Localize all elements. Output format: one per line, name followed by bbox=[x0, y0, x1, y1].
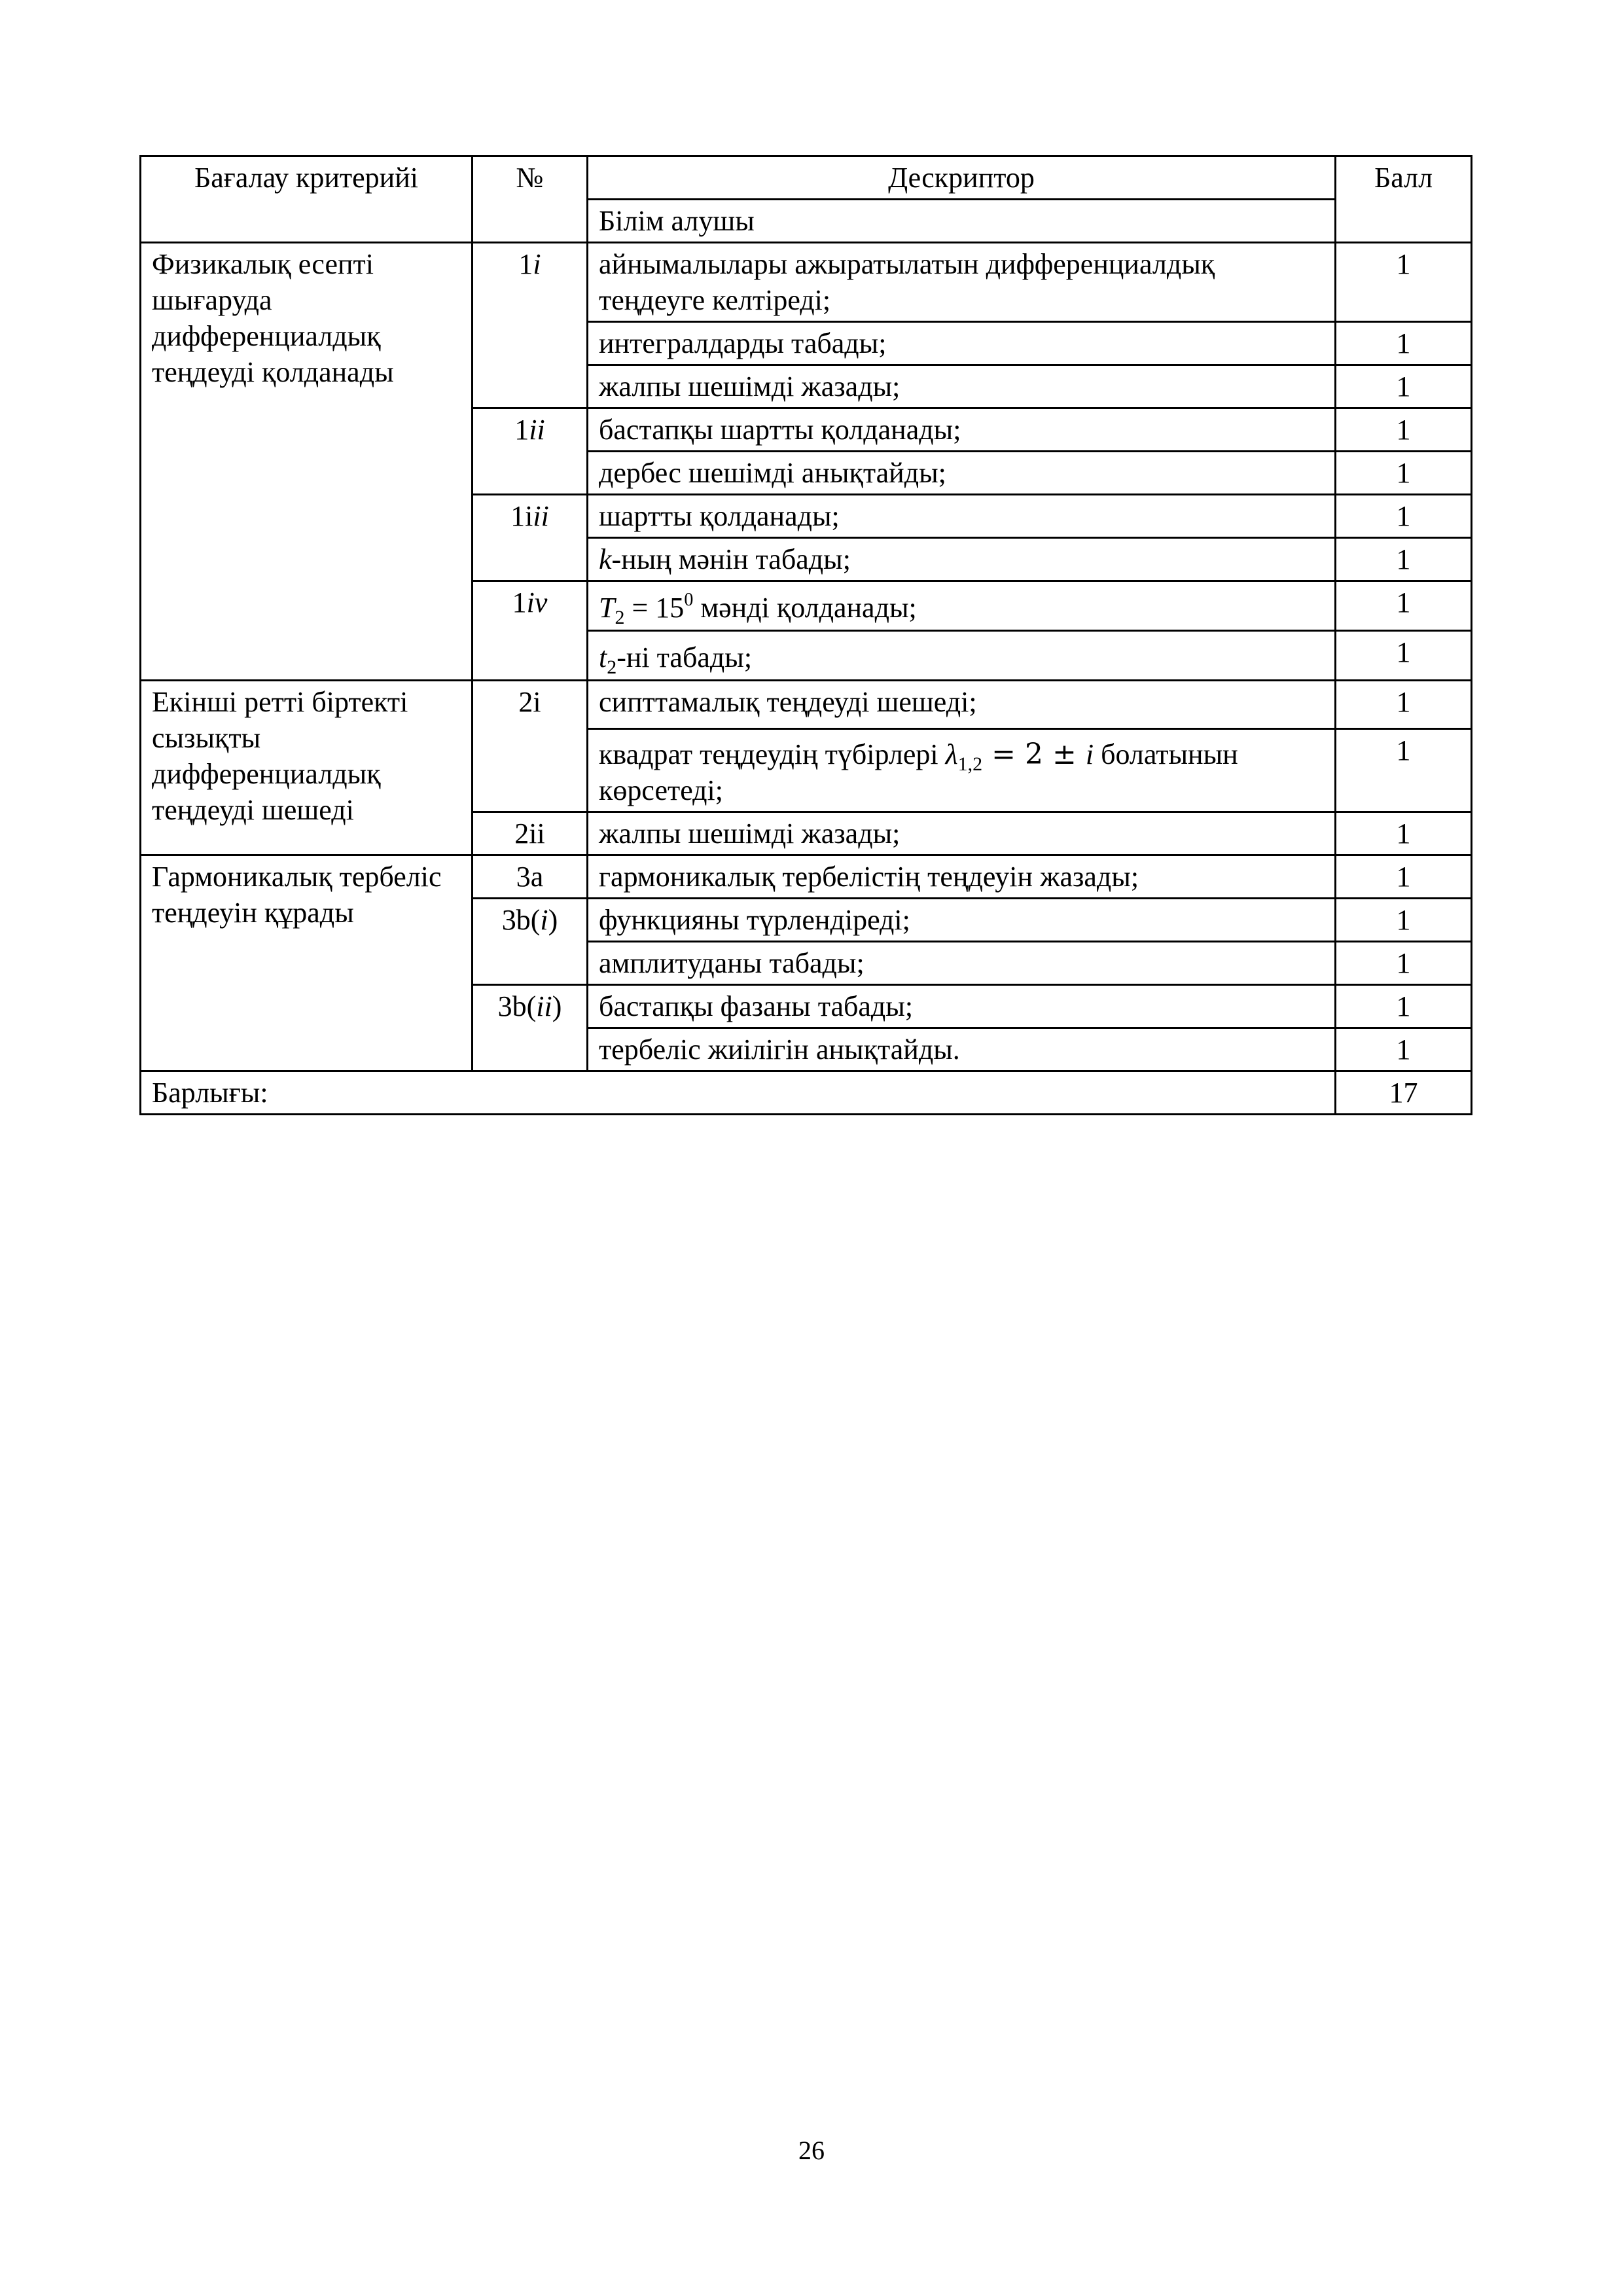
number-3bi-prefix: 3b( bbox=[501, 904, 541, 936]
descriptor-15: амплитуданы табады; bbox=[588, 942, 1336, 985]
descriptor-8-subscript: 2 bbox=[615, 607, 625, 628]
total-row bbox=[141, 1071, 1472, 1115]
number-3bii-prefix: 3b( bbox=[497, 990, 537, 1022]
descriptor-9 bbox=[588, 631, 1336, 681]
number-1ii-roman: ii bbox=[529, 414, 545, 446]
descriptor-11-imaginary-unit: i bbox=[1085, 738, 1094, 770]
total-label: Барлығы: bbox=[141, 1071, 1336, 1115]
descriptor-11-subscript: 1,2 bbox=[957, 753, 983, 775]
number-2i: 2i bbox=[473, 681, 588, 812]
table-row bbox=[141, 681, 1472, 729]
number-3bi-roman: i bbox=[540, 904, 548, 936]
score-2: 1 bbox=[1336, 322, 1472, 365]
descriptor-8 bbox=[588, 581, 1336, 631]
descriptor-3: жалпы шешімді жазады; bbox=[588, 365, 1336, 408]
criterion-2: Екінші ретті біртекті сызықты дифференциалдық теңдеуді шешеді bbox=[141, 681, 473, 855]
number-1ii bbox=[473, 408, 588, 495]
total-value: 17 bbox=[1336, 1071, 1472, 1115]
score-6: 1 bbox=[1336, 495, 1472, 538]
number-3bii-suffix: ) bbox=[552, 990, 562, 1022]
score-3: 1 bbox=[1336, 365, 1472, 408]
descriptor-11-lambda: λ bbox=[945, 738, 958, 770]
score-13: 1 bbox=[1336, 855, 1472, 899]
number-1iii bbox=[473, 495, 588, 581]
score-5: 1 bbox=[1336, 452, 1472, 495]
score-15: 1 bbox=[1336, 942, 1472, 985]
descriptor-7-text: -ның мәнін табады; bbox=[611, 543, 851, 575]
descriptor-7 bbox=[588, 538, 1336, 581]
number-3bii bbox=[473, 985, 588, 1071]
score-11: 1 bbox=[1336, 729, 1472, 812]
descriptor-11-equation: = 2 ± bbox=[982, 738, 1086, 771]
score-16: 1 bbox=[1336, 985, 1472, 1028]
number-1iv bbox=[473, 581, 588, 681]
descriptor-11-text-end: болатынын көрсетеді; bbox=[599, 738, 1238, 806]
descriptor-14: функцияны түрлендіреді; bbox=[588, 899, 1336, 942]
number-1i bbox=[473, 243, 588, 408]
descriptor-2: интегралдарды табады; bbox=[588, 322, 1336, 365]
descriptor-4: бастапқы шартты қолданады; bbox=[588, 408, 1336, 452]
descriptor-12: жалпы шешімді жазады; bbox=[588, 812, 1336, 855]
number-1i-digit: 1 bbox=[518, 248, 533, 280]
number-3bii-roman: ii bbox=[536, 990, 552, 1022]
descriptor-1: айнымалылары ажыратылатын дифференциалдық теңдеуге келтіреді; bbox=[588, 243, 1336, 322]
descriptor-16: бастапқы фазаны табады; bbox=[588, 985, 1336, 1028]
descriptor-7-variable: k bbox=[599, 543, 612, 575]
score-14: 1 bbox=[1336, 899, 1472, 942]
descriptor-8-text: мәнді қолданады; bbox=[693, 592, 917, 624]
score-8: 1 bbox=[1336, 581, 1472, 631]
header-score: Балл bbox=[1336, 156, 1472, 243]
number-3bi-suffix: ) bbox=[548, 904, 558, 936]
score-12: 1 bbox=[1336, 812, 1472, 855]
descriptor-6: шартты қолданады; bbox=[588, 495, 1336, 538]
descriptor-5: дербес шешімді анықтайды; bbox=[588, 452, 1336, 495]
number-1ii-digit: 1 bbox=[514, 414, 529, 446]
table-header-row bbox=[141, 156, 1472, 200]
descriptor-11-text-start: квадрат теңдеудің түбірлері bbox=[599, 738, 946, 770]
descriptor-8-equation: = 15 bbox=[624, 592, 685, 624]
score-4: 1 bbox=[1336, 408, 1472, 452]
page-number: 26 bbox=[798, 2136, 825, 2165]
descriptor-13: гармоникалық тербелістің теңдеуін жазады; bbox=[588, 855, 1336, 899]
number-2ii: 2ii bbox=[473, 812, 588, 855]
number-3bi bbox=[473, 899, 588, 985]
descriptor-9-subscript: 2 bbox=[607, 656, 617, 678]
descriptor-8-superscript: 0 bbox=[684, 590, 694, 610]
number-3a: 3a bbox=[473, 855, 588, 899]
criterion-1: Физикалық есепті шығаруда дифференциалдық теңдеуді қолданады bbox=[141, 243, 473, 681]
descriptor-17: тербеліс жиілігін анықтайды. bbox=[588, 1028, 1336, 1071]
number-1iii-digit: 1i bbox=[510, 500, 533, 532]
table-row bbox=[141, 855, 1472, 899]
score-9: 1 bbox=[1336, 631, 1472, 681]
number-1iii-roman: ii bbox=[533, 500, 549, 532]
descriptor-10: сипттамалық теңдеуді шешеді; bbox=[588, 681, 1336, 729]
criterion-3: Гармоникалық тербеліс теңдеуін құрады bbox=[141, 855, 473, 1071]
score-10: 1 bbox=[1336, 681, 1472, 729]
score-17: 1 bbox=[1336, 1028, 1472, 1071]
descriptor-11 bbox=[588, 729, 1336, 812]
header-descriptor: Дескриптор bbox=[588, 156, 1336, 200]
descriptor-9-text: -ні табады; bbox=[616, 641, 753, 673]
header-learner: Білім алушы bbox=[588, 200, 1336, 243]
header-number: № bbox=[473, 156, 588, 243]
score-1: 1 bbox=[1336, 243, 1472, 322]
number-1iv-roman: iv bbox=[526, 586, 548, 619]
number-1iv-digit: 1 bbox=[512, 586, 527, 619]
table-row bbox=[141, 243, 1472, 322]
score-7: 1 bbox=[1336, 538, 1472, 581]
number-1i-roman: i bbox=[533, 248, 541, 280]
assessment-rubric-table bbox=[139, 155, 1472, 1115]
header-criterion: Бағалау критерийі bbox=[141, 156, 473, 243]
descriptor-9-variable: t bbox=[599, 641, 607, 673]
descriptor-8-variable: T bbox=[599, 592, 615, 624]
